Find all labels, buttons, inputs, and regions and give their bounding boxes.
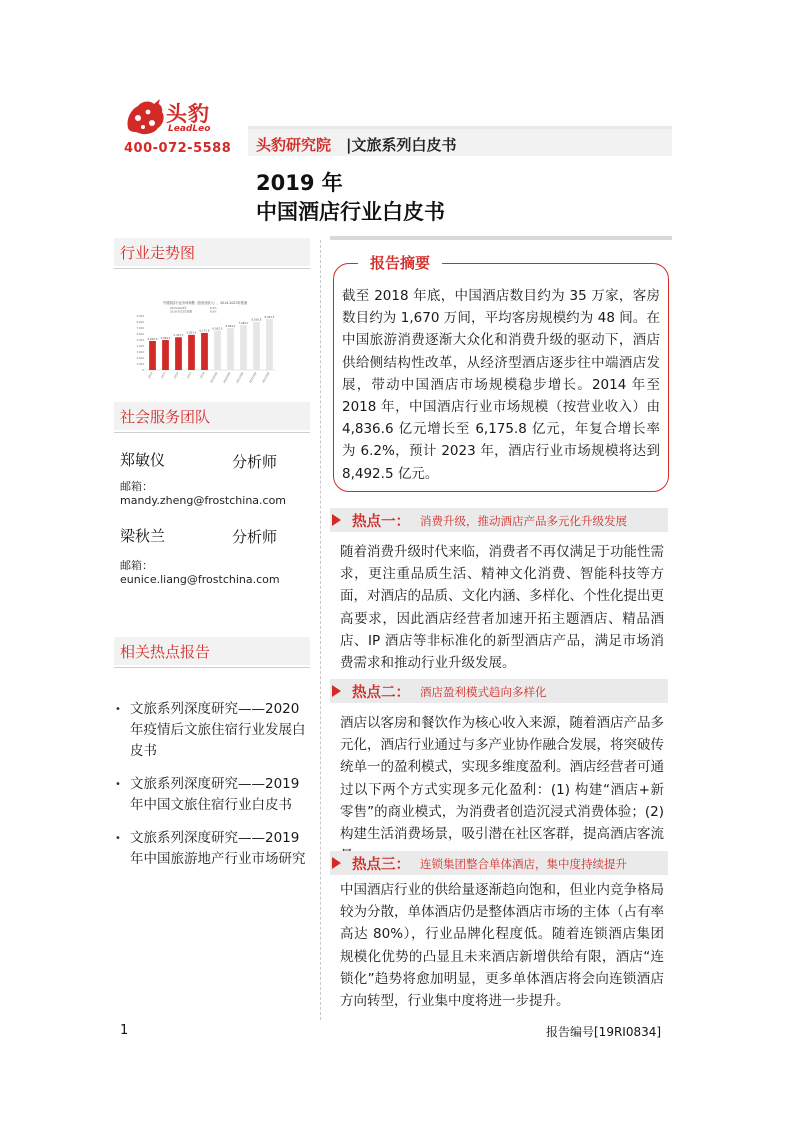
sidebar-heading-related [114, 637, 310, 665]
chart-bar [149, 341, 156, 370]
analyst-email[interactable]: mandy.zheng@frostchina.com [120, 494, 287, 507]
chart-x-tick: 2021预测 [235, 372, 245, 384]
sidebar-heading-trend-label: 行业走势图 [120, 244, 196, 262]
chevron-right-icon [332, 857, 341, 869]
chart-data-label: 4,996.2 [160, 336, 171, 340]
hotspot-body: 中国酒店行业的供给量逐渐趋向饱和，但业内竞争格局较为分散，单体酒店仍是整体酒店市场的主体（占有率高达 80%），行业品牌化程度低。随着连锁酒店集团规模化优势的凸显且未来酒店新增供给有限，酒店“连锁化”趋势将愈加明显，更多单体酒店将会向连锁酒店方向转型，行业集中度将进一步提升。 [340, 882, 664, 1010]
chart-data-label: 5,452.3 [173, 334, 184, 338]
chart-data-label: 8,492.5 [264, 315, 275, 319]
related-report-link[interactable]: • 文旅系列深度研究——2020 年疫情后文旅住宿行业发展白皮书 [112, 699, 312, 762]
hotspot-title: 热点一： [352, 514, 410, 530]
chart-y-tick: 4,000 [136, 345, 144, 348]
chart-bar [188, 335, 195, 370]
report-title: 中国酒店行业白皮书 [256, 200, 445, 224]
chart-y-tick: 1,000 [136, 363, 144, 366]
chart-cagr-label: 6.6% [210, 310, 217, 314]
hotspot-heading [330, 679, 668, 703]
chart-title: 中国酒店行业市场规模（按营业收入），2014-2023年预测 [162, 301, 248, 305]
report-code: 报告编号[19RI0834] [546, 1025, 662, 1039]
chart-bar [266, 319, 273, 370]
chart-x-tick: 2017 [186, 372, 193, 380]
chart-data-label: 6,984.2 [225, 324, 236, 328]
header-band [248, 126, 672, 156]
chart-bar [227, 328, 234, 370]
chart-legend-entry: 2014-2018年 [170, 307, 187, 310]
chart-x-tick: 2016 [173, 372, 180, 380]
sidebar-heading-related-label: 相关热点报告 [120, 643, 211, 661]
chart-legend-entry: 2018-2023年预测 [170, 310, 192, 314]
title-divider [330, 236, 672, 240]
summary-text: 截至 2018 年底，中国酒店数目约为 35 万家，客房数目约为 1,670 万间，平均客房规模约为 48 间。在中国旅游消费逐渐大众化和消费升级的驱动下，酒店供给侧结构性改革，从经济型酒店逐步往中端酒店发展，带动中国酒店市场规模稳步增长。2014 年至 2018 年，中国酒店行业市场规模（按营业收入）由 4,836.6 亿元增长至 6,175.8 亿元，年复合增长率为 6.2%，预计 2023 年，酒店行业市场规模将达到 8,492.5 亿元。 [342, 288, 660, 482]
analyst-name: 郑敏仪 [120, 451, 166, 469]
hotspot-title: 热点三： [352, 857, 410, 873]
chart-y-tick: 5,000 [136, 339, 144, 342]
analyst-role: 分析师 [232, 453, 278, 471]
hotspot-subtitle: 消费升级，推动酒店产品多元化升级发展 [420, 514, 627, 528]
chart-data-label: 5,853.5 [186, 331, 197, 335]
chart-x-tick: 2020预测 [222, 372, 232, 384]
page-number: 1 [120, 1023, 129, 1038]
sidebar-heading-team-label: 社会服务团队 [120, 408, 211, 426]
header-series: |文旅系列白皮书 [346, 136, 457, 154]
chart-x-tick: 2015 [160, 372, 167, 380]
analyst-email[interactable]: eunice.liang@frostchina.com [120, 573, 280, 586]
hotline-number: 400-072-5588 [124, 141, 232, 156]
hotspot-title: 热点二： [352, 685, 410, 701]
summary-title: 报告摘要 [358, 252, 442, 273]
chart-y-tick: 2,000 [136, 357, 144, 360]
chart-bar [214, 331, 221, 370]
chart-bar [162, 340, 169, 370]
column-divider [320, 240, 321, 1020]
sidebar-heading-trend [114, 238, 310, 266]
analyst-role: 分析师 [232, 528, 278, 546]
related-report-link[interactable]: • 文旅系列深度研究——2019 年中国旅游地产行业市场研究 [112, 828, 312, 870]
analyst-name: 梁秋兰 [120, 527, 166, 545]
logo-name-en: LeadLeo [168, 124, 211, 134]
chart-bar [240, 325, 247, 370]
sidebar-heading-team [114, 402, 310, 430]
chart-data-label: 6,175.8 [199, 329, 210, 333]
chart-x-tick: 2023预测 [261, 372, 271, 384]
chart-y-tick: 8,000 [136, 321, 144, 324]
chart-x-tick: 2022预测 [248, 372, 258, 384]
chevron-right-icon [332, 514, 341, 526]
hotspot-heading [330, 508, 668, 532]
analyst-email-label: 邮箱： [120, 480, 153, 493]
brand-logo [124, 98, 224, 138]
hotspot-subtitle: 酒店盈利模式趋向多样化 [420, 685, 547, 699]
chart-y-tick: 0 [142, 369, 144, 372]
chart-cagr-label: 6.2% [210, 307, 217, 310]
hotspot-body: 酒店以客房和餐饮作为核心收入来源，随着酒店产品多元化，酒店行业通过与多产业协作融合发展，将突破传统单一的盈利模式，实现多维度盈利。酒店经营者可通过以下两个方式实现多元化盈利：(1) 构建“酒店+新零售”的商业模式，为消费者创造沉浸式消费体验；(2) 构建生活消费场景，吸引潜在社区客群，提高酒店客流 [340, 715, 664, 843]
chart-y-tick: 7,000 [136, 327, 144, 330]
chart-data-label: 8,036.8 [251, 318, 262, 322]
chart-y-tick: 9,000 [136, 315, 144, 318]
chart-data-label: 4,836.6 [147, 337, 158, 341]
chart-x-tick: 2018 [199, 372, 206, 380]
header-institute: 头豹研究院 [256, 136, 332, 154]
hotspot-heading [330, 851, 668, 875]
chart-bar [253, 322, 260, 370]
chart-bar [201, 333, 208, 370]
analyst-email-label: 邮箱： [120, 559, 153, 572]
chart-y-tick: 6,000 [136, 333, 144, 336]
chart-x-tick: 2014 [147, 372, 154, 380]
chart-data-label: 7,468.1 [238, 321, 249, 325]
chart-data-label: 6,562.5 [212, 327, 223, 331]
related-report-link[interactable]: • 文旅系列深度研究——2019 年中国文旅住宿行业白皮书 [112, 774, 312, 816]
leopard-logo-icon [124, 98, 166, 138]
chart-x-tick: 2019预测 [209, 372, 219, 384]
related-reports-list [112, 699, 312, 882]
report-title-year: 2019 年 [256, 171, 343, 195]
hotspot-subtitle: 连锁集团整合单体酒店，集中度持续提升 [420, 857, 627, 871]
chevron-right-icon [332, 685, 341, 697]
logo-name-cn: 头豹 [166, 102, 210, 126]
market-size-chart-svg [130, 300, 280, 392]
chart-y-tick: 3,000 [136, 351, 144, 354]
hotspot-body: 随着消费升级时代来临，消费者不再仅满足于功能性需求，更注重品质生活、精神文化消费、智能科技等方面，对酒店的品质、文化内涵、多样化、个性化提出更高要求，因此酒店经营者加速开拓主题酒店、精品酒店、IP 酒店等非标准化的新型酒店产品，满足市场消费需求和推动行业升级发展。 [340, 544, 664, 672]
market-size-chart [130, 300, 280, 392]
chart-bar [175, 337, 182, 370]
